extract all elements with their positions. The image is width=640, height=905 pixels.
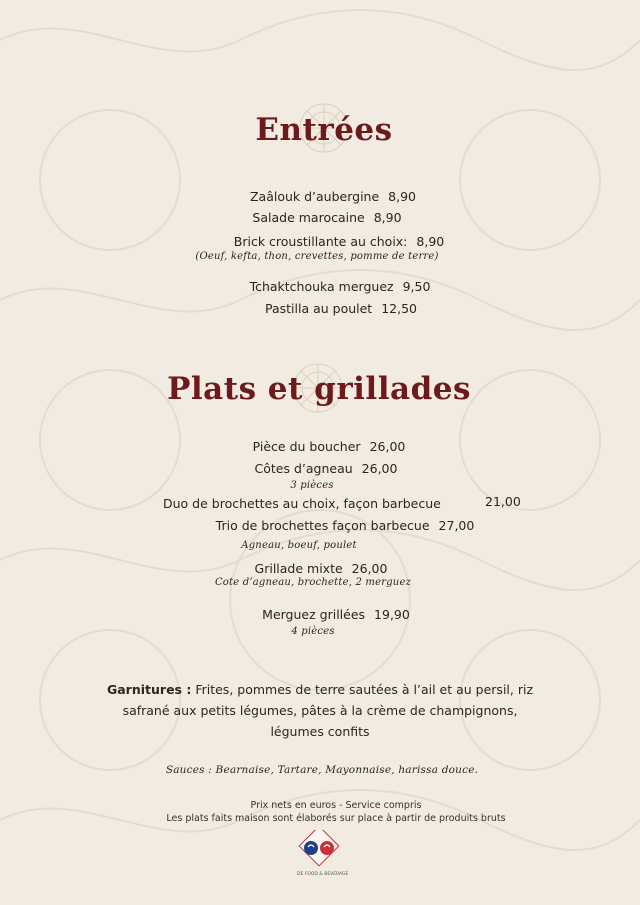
- item-name: Grillade mixte: [254, 561, 343, 576]
- item-name: Trio de brochettes façon barbecue: [215, 518, 430, 533]
- footer-line: Les plats faits maison sont élaborés sur place à partir de produits bruts: [166, 813, 506, 824]
- logo-mark-icon: [297, 830, 343, 870]
- garnitures-line: légumes confits: [270, 724, 370, 739]
- menu-item: [252, 210, 401, 225]
- item-price: 8,90: [388, 189, 417, 204]
- plats-title: Plats et grillades: [167, 371, 471, 407]
- item-name: Zaâlouk d’aubergine: [249, 189, 380, 204]
- item-note: 4 pièces: [291, 626, 335, 637]
- menu-item: [234, 234, 444, 249]
- garnitures-label: Garnitures :: [106, 682, 192, 697]
- item-price: 26,00: [361, 461, 398, 476]
- garnitures-line: safrané aux petits légumes, pâtes à la crème de champignons,: [122, 703, 518, 718]
- brand-logo: [297, 830, 349, 877]
- item-note: Cote d’agneau, brochette, 2 merguez: [214, 577, 412, 588]
- menu-item: [262, 607, 410, 622]
- item-price: 27,00: [438, 518, 475, 533]
- garnitures: [107, 679, 533, 742]
- menu-item: [253, 439, 406, 454]
- item-price: 12,50: [381, 301, 418, 316]
- menu-item: [265, 301, 417, 316]
- item-price: 26,00: [351, 561, 388, 576]
- item-name: Tchaktchouka merguez: [249, 279, 394, 294]
- menu-item: [255, 561, 388, 576]
- footer-line: Prix nets en euros - Service compris: [250, 800, 422, 811]
- menu-item: [250, 279, 431, 294]
- item-price: 21,00: [485, 494, 521, 509]
- item-price: 19,90: [374, 607, 410, 622]
- item-name: Côtes d’agneau: [254, 461, 353, 476]
- garnitures-line: Frites, pommes de terre sautées à l’ail et au persil, riz: [195, 682, 534, 697]
- menu-item: [255, 461, 398, 476]
- item-name: Pastilla au poulet: [264, 301, 373, 316]
- item-name: Duo de brochettes au choix, façon barbecue: [163, 496, 441, 511]
- item-note: (Oeuf, kefta, thon, crevettes, pomme de terre): [195, 251, 439, 262]
- item-name: Salade marocaine: [252, 210, 365, 225]
- item-name: Brick croustillante au choix:: [233, 234, 408, 249]
- item-note: Agneau, boeuf, poulet: [241, 540, 357, 551]
- item-name: Merguez grillées: [262, 607, 366, 622]
- item-price: 26,00: [369, 439, 406, 454]
- menu-item: [216, 518, 475, 533]
- item-note: 3 pièces: [290, 480, 334, 491]
- entrees-title: Entrées: [255, 112, 393, 148]
- menu-item: [250, 189, 416, 204]
- logo-caption: DE FOOD & BEVERAGE: [297, 872, 349, 877]
- sauces: Sauces : Bearnaise, Tartare, Mayonnaise, harissa douce.: [165, 764, 479, 776]
- item-name: Pièce du boucher: [252, 439, 361, 454]
- item-price: 8,90: [373, 210, 402, 225]
- item-price: 8,90: [416, 234, 445, 249]
- item-price: 9,50: [402, 279, 431, 294]
